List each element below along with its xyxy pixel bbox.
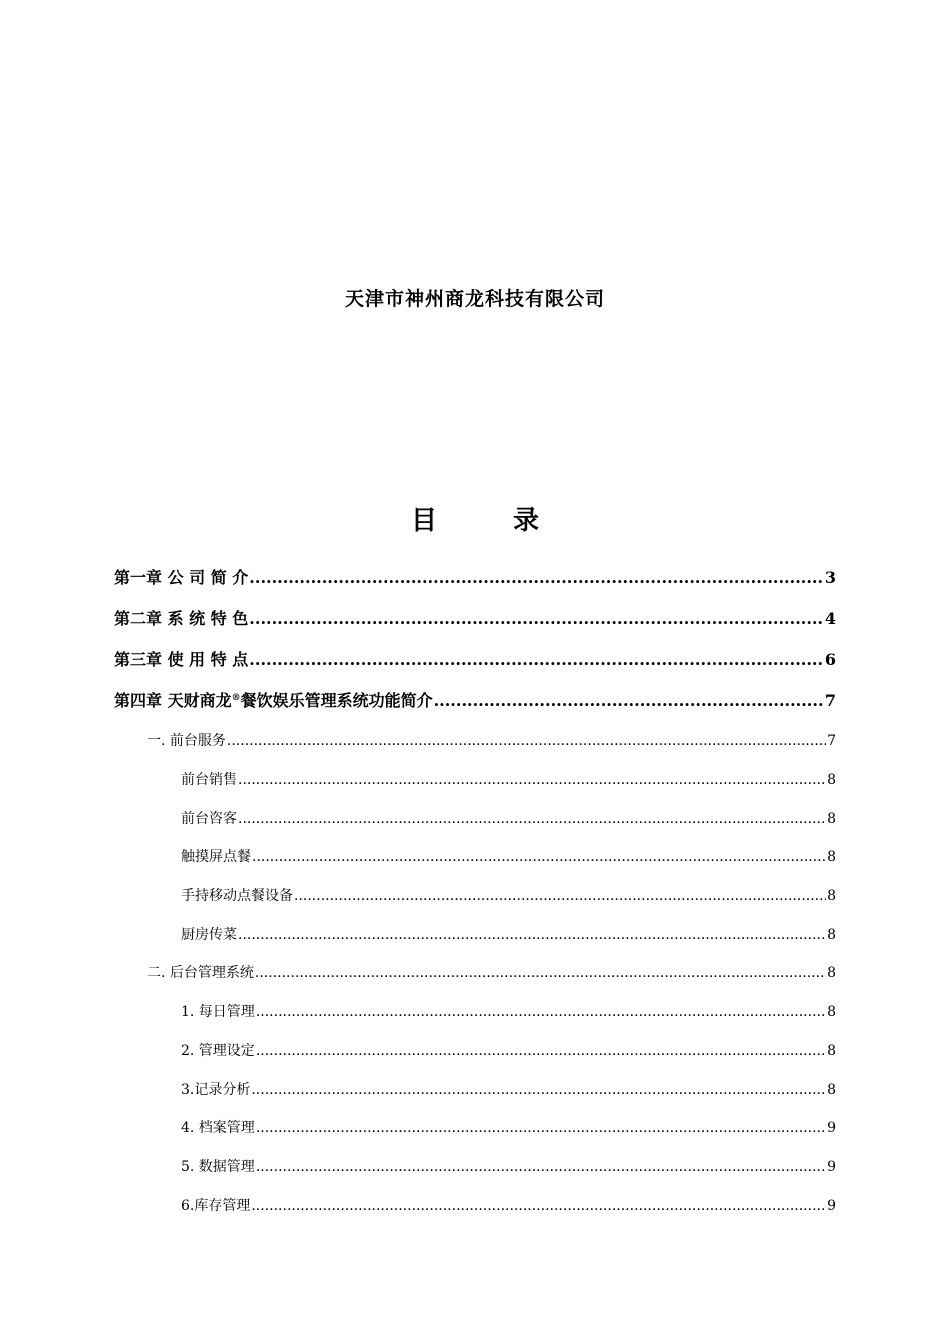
- toc-entry-page: 3: [824, 568, 836, 587]
- toc-leader-dots: [238, 772, 826, 788]
- toc-entry-label: 5. 数据管理: [181, 1159, 255, 1175]
- toc-leader-dots: [249, 650, 824, 669]
- toc-entry-subsection[interactable]: [181, 1040, 836, 1060]
- toc-entry-label: 手持移动点餐设备: [181, 888, 293, 904]
- toc-entry-section-2[interactable]: [147, 962, 836, 982]
- toc-entry-page: 9: [827, 1198, 836, 1214]
- toc-entry-label: 触摸屏点餐: [181, 849, 251, 865]
- company-name: 天津市神州商龙科技有限公司: [344, 288, 605, 310]
- toc-entry-subsection[interactable]: [181, 846, 836, 866]
- toc-entry-label-post: 餐饮娱乐管理系统功能简介: [240, 691, 433, 710]
- toc-leader-dots: [255, 965, 826, 981]
- toc-entry-page: 8: [827, 772, 836, 788]
- toc-entry-page: 4: [824, 609, 836, 628]
- toc-entry-chapter-1[interactable]: [114, 565, 836, 588]
- toc-entry-subsection[interactable]: [181, 1001, 836, 1021]
- toc-entry-section-1[interactable]: [147, 730, 836, 750]
- toc-entry-label-pre: 第四章 天财商龙: [114, 691, 232, 710]
- toc-entry-label: 4. 档案管理: [181, 1120, 255, 1136]
- toc-entry-label: 二. 后台管理系统: [147, 965, 254, 981]
- toc-leader-dots: [238, 927, 826, 943]
- toc-leader-dots: [238, 811, 826, 827]
- toc-entry-page: 8: [827, 888, 836, 904]
- toc-entry-page: 8: [827, 1043, 836, 1059]
- toc-leader-dots: [256, 1120, 826, 1136]
- toc-entry-label: 第三章 使 用 特 点: [114, 650, 249, 669]
- toc-leader-dots: [227, 733, 826, 749]
- toc-entry-label: 一. 前台服务: [147, 733, 226, 749]
- toc-entry-subsection[interactable]: [181, 1195, 836, 1215]
- toc-entry-page: 9: [827, 1159, 836, 1175]
- toc-entry-chapter-3[interactable]: [114, 647, 836, 670]
- toc-entry-label: 3.记录分析: [181, 1082, 251, 1098]
- toc-entry-subsection[interactable]: [181, 808, 836, 828]
- toc-leader-dots: [256, 1004, 826, 1020]
- toc-entry-page: 8: [827, 811, 836, 827]
- toc-entry-label: 第一章 公 司 简 介: [114, 568, 249, 587]
- toc-entry-page: 8: [827, 1082, 836, 1098]
- toc-leader-dots: [256, 1159, 826, 1175]
- toc-leader-dots: [252, 849, 826, 865]
- toc-leader-dots: [434, 691, 824, 710]
- toc-entry-subsection[interactable]: [181, 924, 836, 944]
- toc-entry-label: [114, 688, 433, 711]
- toc-leader-dots: [251, 1082, 826, 1098]
- toc-entry-page: 8: [827, 1004, 836, 1020]
- registered-mark: ®: [231, 693, 241, 703]
- toc-entry-subsection[interactable]: [181, 1079, 836, 1099]
- toc-entry-label: 第二章 系 统 特 色: [114, 609, 249, 628]
- toc-entry-label: 厨房传菜: [181, 927, 237, 943]
- toc-leader-dots: [256, 1043, 826, 1059]
- toc-entry-chapter-2[interactable]: [114, 606, 836, 629]
- toc-title-char-1: 目: [410, 506, 437, 536]
- toc-leader-dots: [294, 888, 826, 904]
- toc-leader-dots: [251, 1198, 826, 1214]
- toc-entry-label: 前台咨客: [181, 811, 237, 827]
- toc-entry-page: 6: [824, 650, 836, 669]
- toc-entry-subsection[interactable]: [181, 769, 836, 789]
- toc-entry-label: 1. 每日管理: [181, 1004, 255, 1020]
- toc-entry-subsection[interactable]: [181, 1156, 836, 1176]
- toc-entry-page: 9: [827, 1120, 836, 1136]
- toc-entry-label: 前台销售: [181, 772, 237, 788]
- toc-leader-dots: [249, 568, 824, 587]
- toc-entry-page: 7: [827, 733, 836, 749]
- toc-entry-label: 2. 管理设定: [181, 1043, 255, 1059]
- toc-leader-dots: [249, 609, 824, 628]
- toc-entry-page: 8: [827, 965, 836, 981]
- toc-title-char-2: 录: [513, 506, 540, 536]
- toc-entry-subsection[interactable]: [181, 1117, 836, 1137]
- toc-entry-page: 8: [827, 927, 836, 943]
- toc-entry-page: 7: [824, 691, 836, 710]
- toc-entry-chapter-4[interactable]: [114, 688, 836, 711]
- toc-entry-subsection[interactable]: [181, 885, 836, 905]
- toc-entry-label: 6.库存管理: [181, 1198, 251, 1214]
- toc-entry-page: 8: [827, 849, 836, 865]
